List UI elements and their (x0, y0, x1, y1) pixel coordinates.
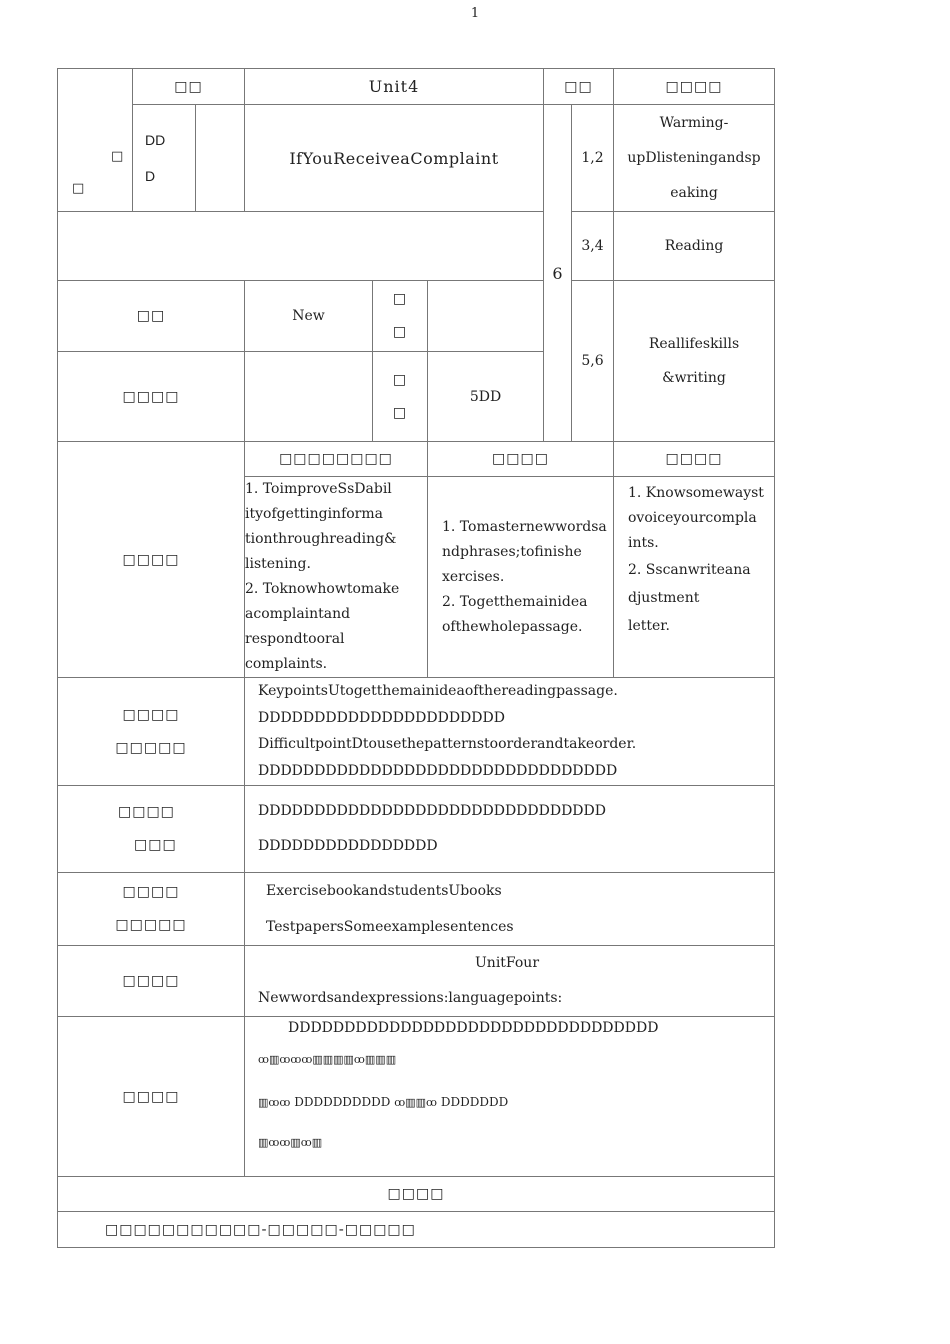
period-1-number: 1,2 (572, 105, 614, 212)
methods-label (58, 786, 245, 873)
info-box-b (373, 352, 428, 442)
keypoints-label-1: □□□□ (122, 706, 180, 723)
reflection-seg: DDDDDDD (440, 1095, 509, 1109)
methods-line: DDDDDDDDDDDDDDDDDDDDDDDDDDDDDDD (258, 803, 606, 819)
aids-row (58, 873, 775, 946)
keypoints-label (58, 678, 245, 786)
objectives-col-3-line: letter. (628, 618, 670, 634)
content-label: □□□□ (614, 69, 775, 105)
aids-label (58, 873, 245, 946)
objectives-head-2: □□□□ (428, 442, 614, 477)
header-row (58, 69, 775, 105)
class-label: □ (111, 149, 125, 164)
spacer (58, 212, 544, 281)
objectives-col-3-line: ints. (628, 535, 659, 551)
periods-label: □□ (544, 69, 614, 105)
keypoints-line: DDDDDDDDDDDDDDDDDDDDDD (258, 709, 505, 726)
reflection-line-1: DDDDDDDDDDDDDDDDDDDDDDDDDDDDDDDDD (288, 1020, 659, 1036)
keypoints-label-2: □□□□□ (115, 739, 187, 756)
period-2-number: 3,4 (572, 212, 614, 281)
period-1-line: upDlisteningandsp (627, 149, 761, 166)
page-number: 1 (470, 6, 480, 21)
board-line-1: UnitFour (475, 955, 540, 971)
class-cell (58, 69, 133, 212)
objectives-col-3-line: ovoiceyourcompla (628, 510, 757, 526)
reflection-line-2: ꝏ▥ꝏꝏꝏ▥▥▥▥ꝏ▥▥▥ (258, 1053, 397, 1066)
reflection-seg: DDDDDDDDDD (294, 1095, 391, 1109)
info-empty-b (245, 352, 373, 442)
periods-total: 6 (544, 105, 572, 442)
methods-row (58, 786, 775, 873)
board-label: □□□□ (58, 946, 245, 1017)
unit-label: □□ (133, 69, 245, 105)
info-label-a: □□ (58, 281, 245, 352)
aids-label-2: □□□□□ (115, 917, 187, 933)
board-text (245, 946, 775, 1017)
topic-label-1: DD (145, 132, 166, 148)
info-empty-a (428, 281, 544, 352)
info-box-b2: □ (392, 404, 408, 421)
keypoints-text (245, 678, 775, 786)
objectives-col-2: 1. Tomasternewwordsa ndphrases;tofinishe xercises. 2. Togetthemainidea ofthewholepassage. (428, 477, 614, 678)
period-3-number: 5,6 (572, 281, 614, 442)
reflection-seg: ▥ꝏꝏ (258, 1096, 291, 1109)
objectives-col-3-line: 2. Sscanwriteana (628, 562, 751, 578)
process-text: □□□□□□□□□□□-□□□□□-□□□□□ (58, 1212, 775, 1248)
title-row (58, 105, 775, 212)
objectives-col-3-line: 1. Knowsomewayst (628, 485, 764, 501)
info-box-a2: □ (392, 324, 408, 340)
objectives-head-1: □□□□□□□□ (245, 442, 428, 477)
keypoints-line: DDDDDDDDDDDDDDDDDDDDDDDDDDDDDDDD (258, 762, 618, 779)
objectives-col-3-line: djustment (628, 590, 700, 606)
period-3-line: &writing (662, 370, 726, 386)
process-head-row (58, 1177, 775, 1212)
info-value-b: 5DD (428, 352, 544, 442)
objectives-head-3: □□□□ (614, 442, 775, 477)
reflection-line-3 (258, 1081, 774, 1124)
objectives-label: □□□□ (58, 442, 245, 678)
objectives-col-1: 1. ToimproveSsDabil ityofgettinginforma tionthroughreading& listening. 2. Toknowhowtomake acomplaintand respondtooral complaints. (245, 477, 428, 678)
aids-line: ExercisebookandstudentsUbooks (266, 883, 502, 899)
keypoints-row (58, 678, 775, 786)
info-box-a (373, 281, 428, 352)
info-box-a1: □ (392, 291, 408, 307)
methods-label-2: □□□ (134, 837, 177, 853)
process-label: □□□□ (58, 1177, 775, 1212)
objectives-head-row (58, 442, 775, 477)
board-row (58, 946, 775, 1017)
keypoints-line: KeypointsUtogetthemainideaofthereadingpassage. (258, 683, 618, 699)
info-row-1 (58, 281, 775, 352)
reflection-line-4: ▥ꝏꝏ▥ꝏ▥ (258, 1136, 323, 1149)
keypoints-line: DifficultpointDtousethepatternstoorderandtakeorder. (258, 736, 637, 752)
topic-label-2: D (145, 168, 156, 184)
info-value-a: New (245, 281, 373, 352)
methods-label-1: □□□□ (118, 804, 175, 820)
class-sub-label: □ (72, 181, 86, 196)
period-1-line: Warming- (659, 114, 729, 131)
info-box-b1: □ (392, 371, 408, 388)
reflection-seg: ꝏ▥▥ꝏ (394, 1096, 438, 1109)
reflection-row (58, 1017, 775, 1177)
period-3-line: Reallifeskills (648, 336, 740, 352)
process-row (58, 1212, 775, 1248)
aids-line: TestpapersSomeexamplesentences (266, 919, 514, 935)
objectives-col-3 (614, 477, 775, 678)
period-3-content (614, 281, 775, 442)
reflection-text (245, 1017, 775, 1177)
info-label-b: □□□□ (58, 352, 245, 442)
board-line-2: Newwordsandexpressions:languagepoints: (258, 990, 563, 1006)
aids-label-1: □□□□ (122, 884, 180, 900)
aids-text (245, 873, 775, 946)
unit-value: Unit4 (245, 69, 544, 105)
methods-text (245, 786, 775, 873)
topic-label-cell (133, 105, 196, 212)
lesson-plan-table (57, 68, 775, 1248)
lesson-title: IfYouReceiveaComplaint (245, 105, 544, 212)
period-2-content: Reading (614, 212, 775, 281)
period-1-content (614, 105, 775, 212)
empty-cell (196, 105, 245, 212)
period-row-3-4 (58, 212, 775, 281)
methods-line: DDDDDDDDDDDDDDDD (258, 838, 438, 854)
reflection-label: □□□□ (58, 1017, 245, 1177)
period-1-line: eaking (670, 184, 718, 201)
